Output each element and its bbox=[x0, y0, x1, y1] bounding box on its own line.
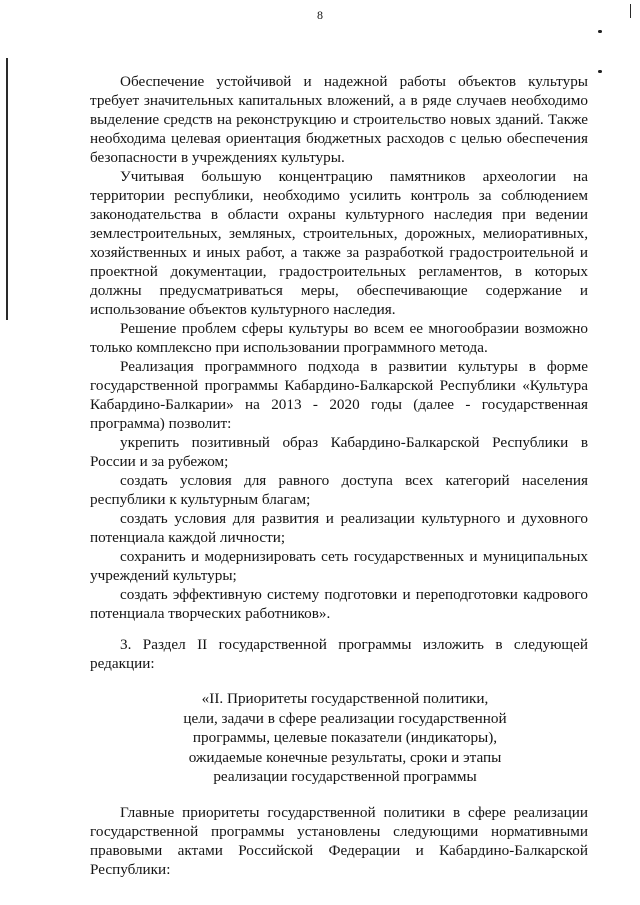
document-body bbox=[90, 72, 588, 879]
paragraph: Учитывая большую концентрацию памятников археологии на территории республики, необходимо усилить контроль за соблюдением законодательства в области охраны культурного наследия при ведении землестроительных, земляных, строительных, дорожных, мелиоративных, хозяйственных и иных работ, а также за разработкой градостроительной и проектной документации, градостроительных регламентов, в которых должны предусматриваться меры, обеспечивающие содержание и использование объектов культурного наследия. bbox=[90, 168, 588, 318]
list-item: укрепить позитивный образ Кабардино-Балкарской Республики в России и за рубежом; bbox=[90, 434, 588, 470]
list-item: создать условия для равного доступа всех категорий населения республики к культурным благам; bbox=[90, 472, 588, 508]
scan-speck bbox=[598, 30, 602, 33]
list-item: создать эффективную систему подготовки и переподготовки кадрового потенциала творческих работников». bbox=[90, 586, 588, 622]
heading-line: реализации государственной программы bbox=[213, 768, 477, 786]
heading-line: программы, целевые показатели (индикаторы), bbox=[192, 729, 498, 747]
list-item: сохранить и модернизировать сеть государственных и муниципальных учреждений культуры; bbox=[90, 548, 588, 584]
scan-speck bbox=[598, 70, 602, 73]
scan-margin-line-right bbox=[630, 4, 631, 18]
scan-margin-line-left bbox=[6, 58, 8, 320]
paragraph: Реализация программного подхода в развитии культуры в форме государственной программы Кабардино-Балкарской Республики «Культура Кабардино-Балкарии» на 2013 - 2020 годы (далее - государственная программа) позволит: bbox=[90, 358, 588, 432]
heading-line: «II. Приоритеты государственной политики, bbox=[201, 690, 489, 707]
heading-line: ожидаемые конечные результаты, сроки и этапы bbox=[188, 748, 502, 766]
page-number: 8 bbox=[317, 8, 323, 22]
section-instruction: 3. Раздел II государственной программы изложить в следующей редакции: bbox=[90, 636, 588, 672]
paragraph: Обеспечение устойчивой и надежной работы объектов культуры требует значительных капитальных вложений, а в ряде случаев необходимо выделение средств на реконструкцию и строительство новых зданий. Также необходима целевая ориентация бюджетных расходов с целью обеспечения безопасности в учреждениях культуры. bbox=[90, 73, 588, 166]
paragraph: Главные приоритеты государственной политики в сфере реализации государственной программы установлены следующими нормативными правовыми актами Российской Федерации и Кабардино-Балкарской Республики: bbox=[90, 803, 588, 878]
list-item: создать условия для развития и реализации культурного и духовного потенциала каждой личности; bbox=[90, 510, 588, 546]
paragraph: Решение проблем сферы культуры во всем ее многообразии возможно только комплексно при использовании программного метода. bbox=[90, 320, 588, 356]
section-heading bbox=[90, 689, 588, 787]
heading-line: цели, задачи в сфере реализации государственной bbox=[183, 709, 507, 727]
